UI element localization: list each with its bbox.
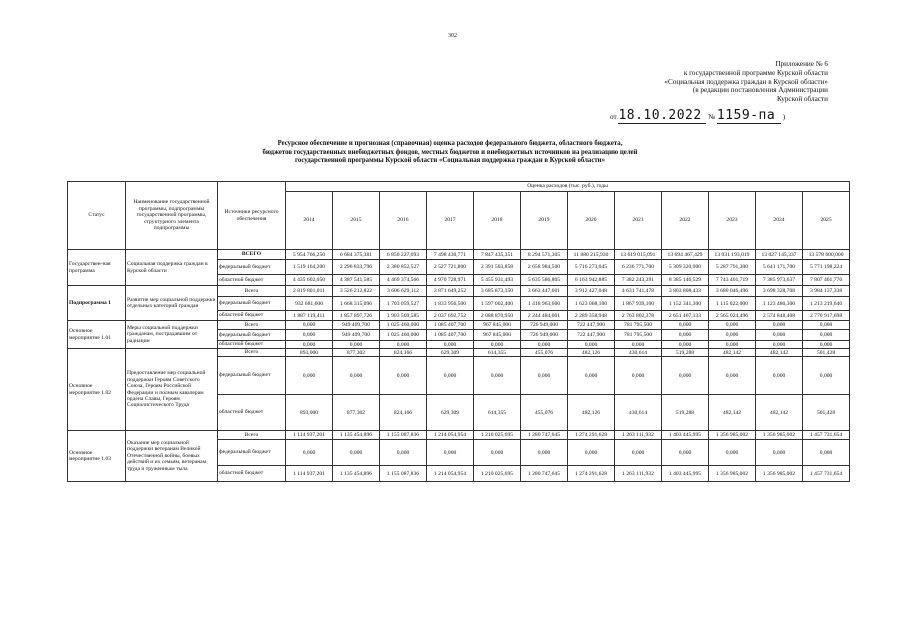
value-cell: 1 356 985,002	[709, 431, 756, 440]
value-cell: 1 703 059,527	[380, 297, 427, 311]
value-cell: 2 658 984,500	[521, 260, 568, 275]
value-cell: 7 807 401,776	[803, 275, 850, 286]
value-cell: 1 403 445,995	[662, 466, 709, 482]
header-estimate: Оценка расходов (тыс. руб.), годы	[286, 182, 850, 192]
value-cell: 893,000	[286, 395, 333, 431]
status-cell: Основное мероприятие 1.02	[68, 349, 126, 431]
status-cell: Основное мероприятие 1.03	[68, 431, 126, 482]
value-cell: 3 803 808,433	[662, 286, 709, 297]
value-cell: 1 214 054,954	[427, 466, 474, 482]
value-cell: 1 263 111,932	[615, 431, 662, 440]
value-cell: 11 880 215,930	[568, 250, 615, 260]
value-cell: 5 771 198,224	[803, 260, 850, 275]
value-cell: 1 403 445,995	[662, 431, 709, 440]
value-cell: 1 457 731,654	[803, 431, 850, 440]
status-cell: Подпрограмма 1	[68, 286, 126, 321]
value-cell: 1 280 747,645	[521, 431, 568, 440]
value-cell: 1 457 731,654	[803, 466, 850, 482]
page-number: 302	[448, 33, 457, 39]
value-cell: 430,614	[615, 395, 662, 431]
value-cell: 4 469 374,566	[380, 275, 427, 286]
value-cell: 0,000	[427, 341, 474, 349]
value-cell: 6 850 227,093	[380, 250, 427, 260]
value-cell: 1 214 054,954	[427, 431, 474, 440]
value-cell: 0,000	[709, 321, 756, 330]
header-year: 2023	[709, 192, 756, 250]
status-cell: Государствен-ная программа	[68, 250, 126, 286]
value-cell: 0,000	[756, 357, 803, 395]
value-cell: 1 152 341,300	[662, 297, 709, 311]
value-cell: 5 287 791,300	[709, 260, 756, 275]
value-cell: 0,000	[615, 341, 662, 349]
appendix-line: (в редакции постановления Администрации	[692, 86, 828, 95]
source-cell: федеральный бюджет	[218, 297, 286, 311]
header-year: 2021	[615, 192, 662, 250]
value-cell: 0,000	[333, 440, 380, 466]
value-cell: 1 135 454,896	[333, 466, 380, 482]
value-cell: 13 694 467,429	[662, 250, 709, 260]
order-prefix: от	[610, 113, 617, 121]
title-line: государственной программы Курской области «Социальная поддержка граждан в Курской области»	[295, 157, 605, 165]
value-cell: 1 123 480,300	[756, 297, 803, 311]
value-cell: 3 685 873,350	[474, 286, 521, 297]
value-cell: 0,000	[662, 357, 709, 395]
source-cell: федеральный бюджет	[218, 440, 286, 466]
value-cell: 0,000	[568, 357, 615, 395]
value-cell: 0,000	[709, 330, 756, 341]
source-cell: Всего	[218, 349, 286, 357]
value-cell: 4 435 602,050	[286, 275, 333, 286]
value-cell: 5 309 320,900	[662, 260, 709, 275]
value-cell: 519,288	[662, 349, 709, 357]
header-year: 2019	[521, 192, 568, 250]
value-cell: 2 296 833,796	[333, 260, 380, 275]
value-cell: 2 763 802,378	[615, 311, 662, 321]
header-year: 2020	[568, 192, 615, 250]
status-cell: Основное мероприятие 1.01	[68, 321, 126, 349]
order-suffix: )	[782, 113, 786, 121]
value-cell: 0,000	[662, 341, 709, 349]
value-cell: 781 795,500	[615, 330, 662, 341]
value-cell: 0,000	[380, 440, 427, 466]
value-cell: 2 565 024,496	[709, 311, 756, 321]
value-cell: 2 391 503,858	[474, 260, 521, 275]
value-cell: 1 135 454,896	[333, 431, 380, 440]
value-cell: 0,000	[568, 440, 615, 466]
value-cell: 932 681,600	[286, 297, 333, 311]
name-cell: Меры социальной поддержки гражданам, пострадавшим от радиации	[126, 321, 218, 349]
value-cell: 0,000	[756, 330, 803, 341]
value-cell: 0,000	[709, 357, 756, 395]
value-cell: 0,000	[286, 330, 333, 341]
appendix-header	[560, 60, 828, 104]
order-number: 1159-па	[716, 108, 776, 123]
value-cell: 430,614	[615, 349, 662, 357]
source-cell: Всего	[218, 321, 286, 330]
value-cell: 824,166	[380, 395, 427, 431]
value-cell: 614,355	[474, 349, 521, 357]
value-cell: 4 970 728,971	[427, 275, 474, 286]
value-cell: 1 597 002,400	[474, 297, 521, 311]
value-cell: 1 887 119,411	[286, 311, 333, 321]
value-cell: 7 498 430,771	[427, 250, 474, 260]
value-cell: 0,000	[286, 357, 333, 395]
order-number-prefix: №	[708, 113, 716, 121]
value-cell: 0,000	[803, 341, 850, 349]
value-cell: 1 623 068,100	[568, 297, 615, 311]
table-row	[68, 321, 850, 330]
value-cell: 7 743 401,719	[709, 275, 756, 286]
value-cell: 0,000	[474, 357, 521, 395]
value-cell: 2 651 467,133	[662, 311, 709, 321]
value-cell: 726 949,000	[521, 321, 568, 330]
order-date: 18.10.2022	[618, 108, 702, 123]
value-cell: 0,000	[756, 321, 803, 330]
header-year: 2022	[662, 192, 709, 250]
value-cell: 2 037 692,752	[427, 311, 474, 321]
value-cell: 0,000	[662, 321, 709, 330]
resource-table	[67, 181, 850, 482]
value-cell: 3 606 629,112	[380, 286, 427, 297]
name-cell: Развитие мер социальной поддержки отдельных категорий граждан	[126, 286, 218, 321]
source-cell: областной бюджет	[218, 341, 286, 349]
value-cell: 7 385 973,637	[756, 275, 803, 286]
source-cell: Всего	[218, 286, 286, 297]
value-cell: 7 847 435,351	[474, 250, 521, 260]
header-year: 2015	[333, 192, 380, 250]
table-row	[68, 349, 850, 357]
value-cell: 0,000	[286, 341, 333, 349]
value-cell: 0,000	[756, 341, 803, 349]
value-cell: 722 447,900	[568, 330, 615, 341]
value-cell: 1 280 747,645	[521, 466, 568, 482]
header-year: 2018	[474, 192, 521, 250]
header-name: Наименование государственной программы, подпрограммы государственной программы, структурного элемента подпрограммы	[126, 182, 218, 250]
value-cell: 1 867 939,100	[615, 297, 662, 311]
value-cell: 6 236 771,700	[615, 260, 662, 275]
value-cell: 1 263 111,932	[615, 466, 662, 482]
value-cell: 482,142	[756, 349, 803, 357]
value-cell: 726 949,000	[521, 330, 568, 341]
value-cell: 0,000	[521, 341, 568, 349]
value-cell: 2 380 852,527	[380, 260, 427, 275]
source-cell: областной бюджет	[218, 466, 286, 482]
source-cell: Всего	[218, 431, 286, 440]
header-year: 2016	[380, 192, 427, 250]
value-cell: 949 409,700	[333, 330, 380, 341]
value-cell: 1 356 985,002	[756, 431, 803, 440]
value-cell: 1 519 164,200	[286, 260, 333, 275]
value-cell: 0,000	[803, 357, 850, 395]
value-cell: 1 418 963,600	[521, 297, 568, 311]
header-year: 2014	[286, 192, 333, 250]
value-cell: 2 819 801,011	[286, 286, 333, 297]
value-cell: 949 409,700	[333, 321, 380, 330]
table-row	[68, 286, 850, 297]
value-cell: 0,000	[333, 341, 380, 349]
header-year: 2024	[756, 192, 803, 250]
order-reference	[610, 108, 830, 124]
value-cell: 824,166	[380, 349, 427, 357]
value-cell: 3 680 046,496	[709, 286, 756, 297]
value-cell: 1 155 087,836	[380, 466, 427, 482]
value-cell: 1 857 897,726	[333, 311, 380, 321]
value-cell: 0,000	[427, 357, 474, 395]
value-cell: 0,000	[709, 440, 756, 466]
source-cell: областной бюджет	[218, 275, 286, 286]
value-cell: 1 210 025,695	[474, 431, 521, 440]
value-cell: 629,309	[427, 349, 474, 357]
value-cell: 1 833 956,500	[427, 297, 474, 311]
appendix-line: к государственной программе Курской области	[683, 68, 828, 77]
value-cell: 0,000	[521, 440, 568, 466]
value-cell: 1 213 219,640	[803, 297, 850, 311]
value-cell: 0,000	[803, 321, 850, 330]
value-cell: 482,126	[568, 395, 615, 431]
value-cell: 5 641 171,700	[756, 260, 803, 275]
value-cell: 0,000	[615, 440, 662, 466]
value-cell: 455,076	[521, 349, 568, 357]
value-cell: 0,000	[662, 440, 709, 466]
name-cell: Социальная поддержка граждан в Курской области	[126, 250, 218, 286]
value-cell: 0,000	[427, 440, 474, 466]
value-cell: 967 845,000	[474, 330, 521, 341]
title-line: бюджетов государственных внебюджетных фондов, местных бюджетов и внебюджетных источников на реализацию целей	[262, 148, 638, 156]
source-cell: федеральный бюджет	[218, 260, 286, 275]
title-line: Ресурсное обеспечение и прогнозная (справочная) оценка расходов федерального бюджета, областного бюджета,	[277, 140, 623, 147]
value-cell: 3 984 137,338	[803, 286, 850, 297]
value-cell: 13 619 015,091	[615, 250, 662, 260]
value-cell: 0,000	[474, 440, 521, 466]
value-cell: 7 382 243,391	[615, 275, 662, 286]
source-cell: федеральный бюджет	[218, 357, 286, 395]
value-cell: 482,126	[568, 349, 615, 357]
value-cell: 1 155 087,836	[380, 431, 427, 440]
value-cell: 1 114 937,201	[286, 466, 333, 482]
header-year: 2025	[803, 192, 850, 250]
value-cell: 0,000	[803, 330, 850, 341]
document-title	[200, 140, 700, 166]
value-cell: 3 663 447,601	[521, 286, 568, 297]
value-cell: 0,000	[474, 341, 521, 349]
value-cell: 1 903 569,585	[380, 311, 427, 321]
value-cell: 1 668 315,096	[333, 297, 380, 311]
header-year: 2017	[427, 192, 474, 250]
value-cell: 629,309	[427, 395, 474, 431]
value-cell: 3 912 427,048	[568, 286, 615, 297]
value-cell: 1 274 291,628	[568, 466, 615, 482]
value-cell: 482,142	[756, 395, 803, 431]
value-cell: 1 115 022,000	[709, 297, 756, 311]
value-cell: 1 114 937,201	[286, 431, 333, 440]
value-cell: 3 871 649,252	[427, 286, 474, 297]
value-cell: 1 356 985,002	[756, 466, 803, 482]
value-cell: 1 210 025,695	[474, 466, 521, 482]
appendix-line: Курской области	[776, 95, 828, 104]
value-cell: 5 954 766,250	[286, 250, 333, 260]
value-cell: 0,000	[803, 440, 850, 466]
value-cell: 482,142	[709, 395, 756, 431]
table-row	[68, 431, 850, 440]
value-cell: 5 716 273,045	[568, 260, 615, 275]
value-cell: 8 294 571,305	[521, 250, 568, 260]
value-cell: 3 526 212,822	[333, 286, 380, 297]
value-cell: 13 578 600,000	[803, 250, 850, 260]
value-cell: 4 631 741,478	[615, 286, 662, 297]
value-cell: 455,076	[521, 395, 568, 431]
value-cell: 0,000	[286, 440, 333, 466]
header-status: Статус	[68, 182, 126, 250]
value-cell: 2 088 870,950	[474, 311, 521, 321]
value-cell: 2 527 721,800	[427, 260, 474, 275]
value-cell: 5 635 586,805	[521, 275, 568, 286]
value-cell: 1 085 407,700	[427, 321, 474, 330]
value-cell: 6 684 375,381	[333, 250, 380, 260]
source-cell: ВСЕГО	[218, 250, 286, 260]
appendix-line: Приложение № 6	[775, 60, 828, 68]
value-cell: 877,302	[333, 395, 380, 431]
value-cell: 1 085 407,700	[427, 330, 474, 341]
value-cell: 967 845,000	[474, 321, 521, 330]
value-cell: 4 387 541,585	[333, 275, 380, 286]
value-cell: 893,000	[286, 349, 333, 357]
value-cell: 1 025 460,000	[380, 330, 427, 341]
value-cell: 614,355	[474, 395, 521, 431]
value-cell: 1 274 291,628	[568, 431, 615, 440]
value-cell: 2 244 484,001	[521, 311, 568, 321]
table-row	[68, 250, 850, 260]
value-cell: 6 163 942,885	[568, 275, 615, 286]
value-cell: 0,000	[615, 357, 662, 395]
source-cell: федеральный бюджет	[218, 330, 286, 341]
value-cell: 13 027 145,337	[756, 250, 803, 260]
value-cell: 0,000	[756, 440, 803, 466]
value-cell: 5 455 931,493	[474, 275, 521, 286]
value-cell: 877,302	[333, 349, 380, 357]
value-cell: 722 447,900	[568, 321, 615, 330]
value-cell: 0,000	[286, 321, 333, 330]
value-cell: 13 031 193,019	[709, 250, 756, 260]
value-cell: 0,000	[521, 357, 568, 395]
value-cell: 0,000	[380, 357, 427, 395]
value-cell: 0,000	[709, 341, 756, 349]
header-source: Источники ресурсного обеспечения	[218, 182, 286, 250]
value-cell: 1 356 985,002	[709, 466, 756, 482]
name-cell: Оказание мер социальной поддержки ветеранам Великой Отечественной войны, боевых действий и их семьям, ветеранам труда и труженикам тыла	[126, 431, 218, 482]
value-cell: 3 698 328,708	[756, 286, 803, 297]
value-cell: 2 574 848,408	[756, 311, 803, 321]
value-cell: 8 385 146,529	[662, 275, 709, 286]
value-cell: 0,000	[380, 341, 427, 349]
value-cell: 1 025 460,000	[380, 321, 427, 330]
name-cell: Предоставление мер социальной поддержки Героям Советского Союза, Героям Российской Федерации и полным кавалерам ордена Славы, Героям Социалистического Труда	[126, 349, 218, 431]
source-cell: областной бюджет	[218, 395, 286, 431]
value-cell: 2 289 358,948	[568, 311, 615, 321]
source-cell: областной бюджет	[218, 311, 286, 321]
value-cell: 0,000	[662, 330, 709, 341]
value-cell: 0,000	[333, 357, 380, 395]
value-cell: 0,000	[568, 341, 615, 349]
value-cell: 482,142	[709, 349, 756, 357]
appendix-line: «Социальная поддержка граждан в Курской области»	[664, 77, 828, 86]
value-cell: 519,288	[662, 395, 709, 431]
value-cell: 501,428	[803, 349, 850, 357]
value-cell: 2 770 917,698	[803, 311, 850, 321]
value-cell: 781 795,500	[615, 321, 662, 330]
value-cell: 501,428	[803, 395, 850, 431]
